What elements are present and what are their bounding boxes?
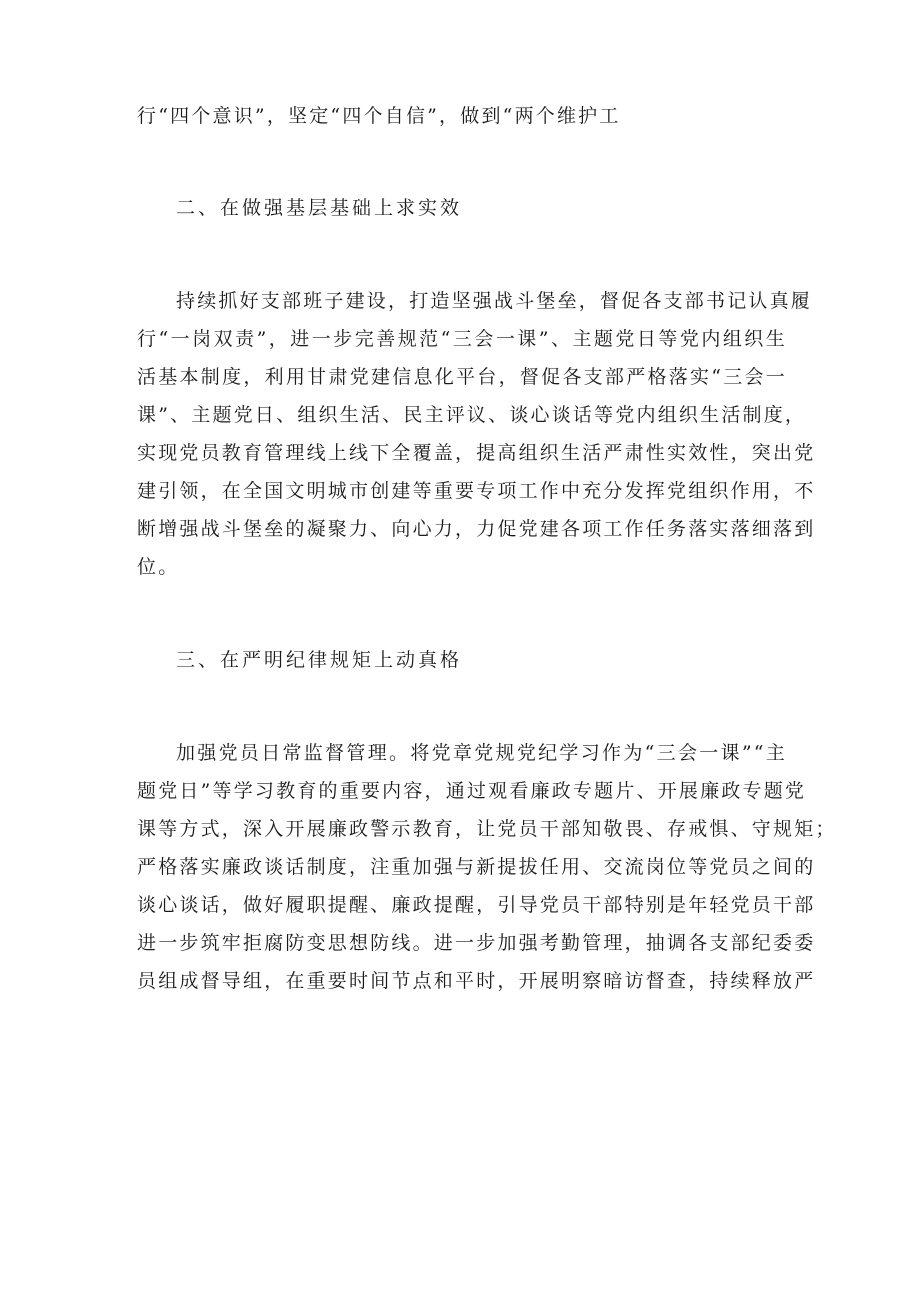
section-heading-2: 二、在做强基层基础上求实效 xyxy=(176,197,463,219)
paragraph-line: 谈心谈话，做好履职提醒、廉政提醒，引导党员干部特别是年轻党员干部 xyxy=(137,894,816,916)
paragraph-line: 位。 xyxy=(137,556,180,578)
paragraph-line: 持续抓好支部班子建设，打造坚强战斗堡垒，督促各支部书记认真履 xyxy=(176,290,813,312)
paragraph-line: 实现党员教育管理线上线下全覆盖，提高组织生活严肃性实效性，突出党 xyxy=(137,442,816,464)
paragraph-line: 课等方式，深入开展廉政警示教育，让党员干部知敬畏、存戒惧、守规矩； xyxy=(137,818,837,840)
paragraph-line: 严格落实廉政谈话制度，注重加强与新提拔任用、交流岗位等党员之间的 xyxy=(137,856,816,878)
paragraph-line: 建引领，在全国文明城市创建等重要专项工作中充分发挥党组织作用，不 xyxy=(137,480,816,502)
paragraph-continuation-line: 行“四个意识”，坚定“四个自信”，做到“两个维护工 xyxy=(137,105,621,127)
paragraph-line: 活基本制度，利用甘肃党建信息化平台，督促各支部严格落实“三会一 xyxy=(137,366,787,388)
paragraph-line: 行“一岗双责”，进一步完善规范“三会一课”、主题党日等党内组织生 xyxy=(137,328,787,350)
paragraph-line: 员组成督导组，在重要时间节点和平时，开展明察暗访督查，持续释放严 xyxy=(137,970,816,992)
paragraph-line: 进一步筑牢拒腐防变思想防线。进一步加强考勤管理，抽调各支部纪委委 xyxy=(137,932,816,954)
paragraph-line: 加强党员日常监督管理。将党章党规党纪学习作为“三会一课”“主 xyxy=(176,742,787,764)
paragraph-line: 断增强战斗堡垒的凝聚力、向心力，力促党建各项工作任务落实落细落到 xyxy=(137,518,816,540)
paragraph-line: 课”、主题党日、组织生活、民主评议、谈心谈话等党内组织生活制度， xyxy=(137,404,807,426)
paragraph-line: 题党日”等学习教育的重要内容，通过观看廉政专题片、开展廉政专题党 xyxy=(137,780,807,802)
section-heading-3: 三、在严明纪律规矩上动真格 xyxy=(176,649,463,671)
